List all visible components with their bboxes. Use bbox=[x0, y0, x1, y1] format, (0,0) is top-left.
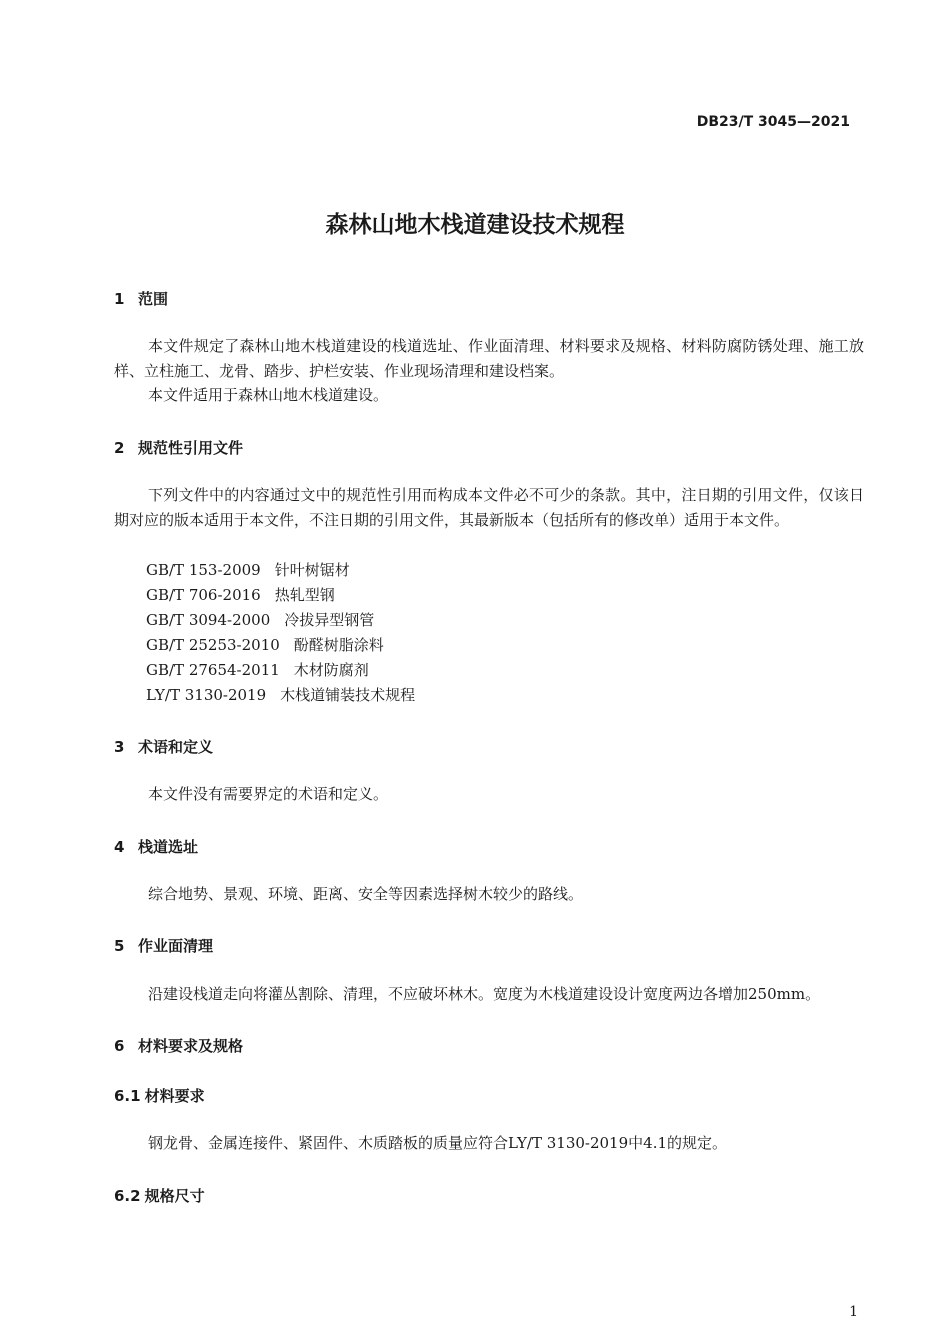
section-number: 6.2 bbox=[114, 1187, 141, 1205]
reference-item bbox=[146, 658, 369, 683]
reference-item bbox=[146, 683, 415, 708]
section-title: 作业面清理 bbox=[138, 937, 214, 955]
section-4-heading bbox=[114, 836, 198, 857]
reference-item bbox=[146, 558, 350, 583]
section-1-paragraph-2: 本文件适用于森林山地木栈道建设。 bbox=[148, 386, 389, 404]
section-3-heading bbox=[114, 736, 213, 757]
reference-item bbox=[146, 633, 384, 658]
reference-code: LY/T 3130-2019 bbox=[146, 686, 267, 704]
section-title: 材料要求及规格 bbox=[138, 1037, 244, 1055]
section-title: 范围 bbox=[138, 290, 169, 308]
section-number: 3 bbox=[114, 738, 125, 756]
section-1-heading bbox=[114, 288, 168, 309]
section-6-1-paragraph-1: 钢龙骨、金属连接件、紧固件、木质踏板的质量应符合LY/T 3130-2019中4.1的规定。 bbox=[148, 1134, 728, 1152]
reference-code: GB/T 153-2009 bbox=[146, 561, 261, 579]
section-title: 术语和定义 bbox=[138, 738, 214, 756]
section-3-paragraph-1: 本文件没有需要界定的术语和定义。 bbox=[148, 785, 389, 803]
section-number: 1 bbox=[114, 290, 125, 308]
reference-name: 冷拔异型钢管 bbox=[284, 611, 375, 629]
section-number: 5 bbox=[114, 937, 125, 955]
page-number: 1 bbox=[849, 1304, 858, 1320]
section-6-heading bbox=[114, 1035, 243, 1056]
reference-name: 木栈道铺装技术规程 bbox=[280, 686, 416, 704]
section-6-1-heading bbox=[114, 1085, 205, 1106]
reference-name: 针叶树锯材 bbox=[274, 561, 350, 579]
document-code: DB23/T 3045—2021 bbox=[696, 114, 850, 130]
reference-name: 热轧型钢 bbox=[274, 586, 335, 604]
section-2-paragraph-1: 下列文件中的内容通过文中的规范性引用而构成本文件必不可少的条款。其中，注日期的引用文件，仅该日期对应的版本适用于本文件，不注日期的引用文件，其最新版本（包括所有的修改单）适用于本文件。 bbox=[114, 486, 864, 529]
reference-item bbox=[146, 583, 335, 608]
section-2-heading bbox=[114, 437, 243, 458]
section-number: 2 bbox=[114, 439, 125, 457]
section-title: 规范性引用文件 bbox=[138, 439, 244, 457]
reference-code: GB/T 3094-2000 bbox=[146, 611, 271, 629]
document-title: 森林山地木栈道建设技术规程 bbox=[325, 212, 625, 238]
section-1-paragraph-1: 本文件规定了森林山地木栈道建设的栈道选址、作业面清理、材料要求及规格、材料防腐防锈处理、施工放样、立柱施工、龙骨、踏步、护栏安装、作业现场清理和建设档案。 bbox=[114, 337, 864, 380]
section-6-2-heading bbox=[114, 1185, 205, 1206]
section-title: 材料要求 bbox=[144, 1087, 205, 1105]
reference-code: GB/T 25253-2010 bbox=[146, 636, 280, 654]
reference-item bbox=[146, 608, 374, 633]
reference-code: GB/T 27654-2011 bbox=[146, 661, 280, 679]
reference-code: GB/T 706-2016 bbox=[146, 586, 261, 604]
section-5-paragraph-1: 沿建设栈道走向将灌丛割除、清理，不应破坏林木。宽度为木栈道建设设计宽度两边各增加250mm。 bbox=[148, 985, 821, 1003]
section-number: 4 bbox=[114, 838, 125, 856]
reference-name: 木材防腐剂 bbox=[293, 661, 369, 679]
section-title: 规格尺寸 bbox=[144, 1187, 205, 1205]
section-number: 6.1 bbox=[114, 1087, 141, 1105]
section-4-paragraph-1: 综合地势、景观、环境、距离、安全等因素选择树木较少的路线。 bbox=[148, 885, 584, 903]
section-title: 栈道选址 bbox=[138, 838, 199, 856]
section-number: 6 bbox=[114, 1037, 125, 1055]
reference-name: 酚醛树脂涂料 bbox=[293, 636, 384, 654]
section-5-heading bbox=[114, 935, 213, 956]
